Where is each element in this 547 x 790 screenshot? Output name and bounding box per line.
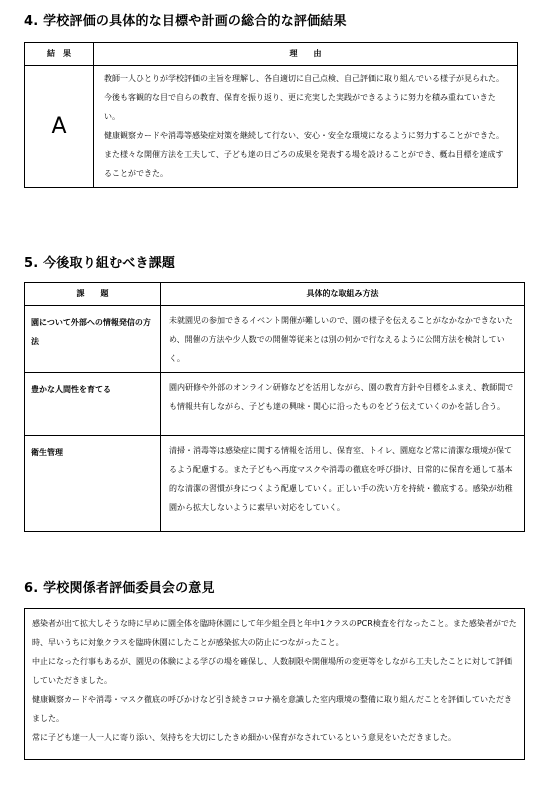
- header-result: 結 果: [25, 43, 94, 66]
- table-row: [25, 373, 525, 436]
- reason-paragraph-1: 教師一人ひとりが学校評価の主旨を理解し、各自適切に自己点検、自己評価に取り組んでいる様子が見られた。今後も客観的な目で自らの教育、保育を振り返り、更に充実した実践ができるように努力を積み重ねていきたい。: [104, 74, 504, 121]
- opinion-paragraph-2: 中止になった行事もあるが、園児の体験による学びの場を確保し、人数制限や開催場所の変更等をしながら工夫したことに対して評価していただきました。: [32, 657, 512, 685]
- issue-cell: 豊かな人間性を育てる: [25, 373, 161, 436]
- method-cell: 未就園児の参加できるイベント開催が難しいので、園の様子を伝えることがなかなかできないため、開催の方法や少人数での開催等従来とは別の何かで行なえるように公開方法を検討していく。: [161, 306, 525, 373]
- method-cell: 清掃・消毒等は感染症に関する情報を活用し、保育室、トイレ、園庭など常に清潔な環境が保てるよう配慮する。また子どもへ再度マスクや消毒の徹底を呼び掛け、日常的に保育を通して基本的な清潔の習慣が身につくよう配慮していく。正しい手の洗い方を持続・徹底する。感染が幼稚園から拡大しないように素早い対応をしていく。: [161, 436, 525, 532]
- opinion-paragraph-1: 感染者が出て拡大しそうな時に早めに園全体を臨時休園にして年少組全員と年中1クラスのPCR検査を行なったこと。また感染者がでた時、早いうちに対象クラスを臨時休園にしたことが感染拡大の防止につながったこと。: [32, 619, 517, 647]
- issue-cell: 衛生管理: [25, 436, 161, 532]
- committee-opinion-box: [24, 608, 525, 760]
- reason-paragraph-3: また様々な開催方法を工夫して、子ども達の日ごろの成果を発表する場を設けることができ、概ね目標を達成することができた。: [104, 150, 504, 178]
- header-method: 具体的な取組み方法: [161, 283, 525, 306]
- method-cell: 園内研修や外部のオンライン研修などを活用しながら、園の教育方針や目標をふまえ、教師間でも情報共有しながら、子ども達の興味・関心に沿ったものをどう伝えていくのかを話し合う。: [161, 373, 525, 436]
- issue-cell: 園について外部への情報発信の方法: [25, 306, 161, 373]
- header-issue: 課 題: [25, 283, 161, 306]
- future-issues-table: [24, 282, 525, 532]
- section5-title: 5. 今後取り組むべき課題: [24, 256, 176, 271]
- reason-cell: [94, 66, 518, 188]
- section4-title: 4. 学校評価の具体的な目標や計画の総合的な評価結果: [24, 14, 347, 29]
- table-row: [25, 66, 518, 188]
- opinion-paragraph-3: 健康観察カードや消毒・マスク徹底の呼びかけなど引き続きコロナ禍を意識した室内環境の整備に取り組んだことを評価していただきました。: [32, 695, 512, 723]
- reason-paragraph-2: 健康観察カードや消毒等感染症対策を継続して行ない、安心・安全な環境になるように努力することができた。: [104, 131, 504, 140]
- grade-cell: A: [25, 66, 94, 188]
- table-row: [25, 436, 525, 532]
- header-reason: 理 由: [94, 43, 518, 66]
- table-row: [25, 306, 525, 373]
- table-header-row: [25, 43, 518, 66]
- table-header-row: [25, 283, 525, 306]
- opinion-paragraph-4: 常に子ども達一人一人に寄り添い、気持ちを大切にしたきめ細かい保育がなされているという意見をいただきました。: [32, 733, 456, 742]
- section6-title: 6. 学校関係者評価委員会の意見: [24, 581, 215, 596]
- evaluation-result-table: [24, 42, 518, 188]
